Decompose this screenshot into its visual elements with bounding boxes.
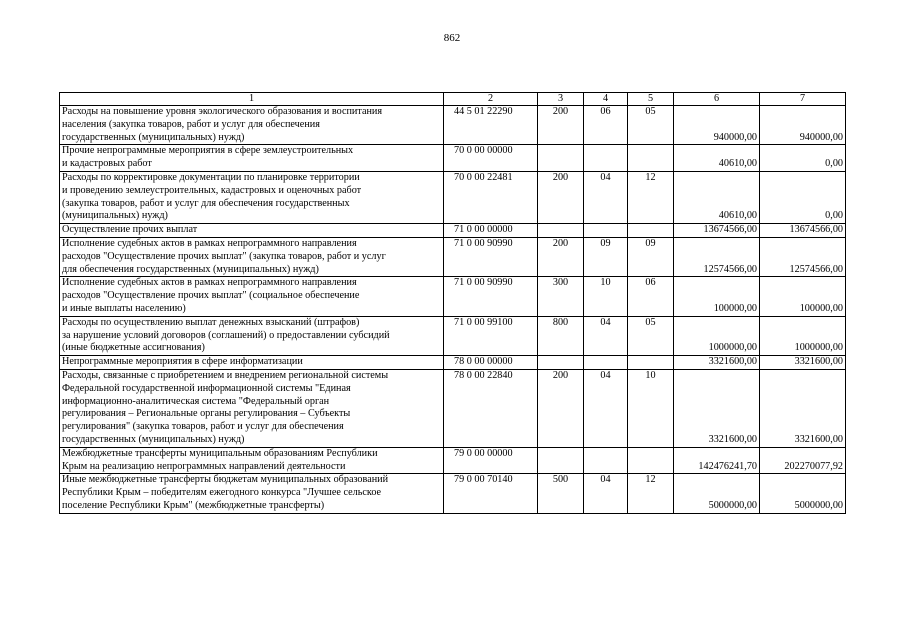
row-description: Расходы по корректировке документации по планировке территории и проведению землеустроительных, кадастровых и оценочных работ (закупка товаров, работ и услуг для обеспечения государственных (муниципальных) нужд) <box>60 171 444 223</box>
subsection-code <box>628 447 674 474</box>
row-description: Прочие непрограммные мероприятия в сфере землеустроительных и кадастровых работ <box>60 145 444 172</box>
expense-type <box>538 447 584 474</box>
amount-col7: 13674566,00 <box>760 224 846 238</box>
row-description: Расходы на повышение уровня экологического образования и воспитания населения (закупка товаров, работ и услуг для обеспечения государственных (муниципальных) нужд) <box>60 106 444 145</box>
amount-col7: 1000000,00 <box>760 316 846 355</box>
section-code: 10 <box>584 277 628 316</box>
budget-code: 44 5 01 22290 <box>444 106 538 145</box>
subsection-code <box>628 145 674 172</box>
section-code: 04 <box>584 474 628 513</box>
section-code <box>584 356 628 370</box>
amount-col6: 3321600,00 <box>674 369 760 447</box>
header-cell: 4 <box>584 93 628 106</box>
header-cell: 2 <box>444 93 538 106</box>
row-description: Иные межбюджетные трансферты бюджетам муниципальных образований Республики Крым – победителям ежегодного конкурса "Лучшее сельское поселение Республики Крым" (межбюджетные трансферты) <box>60 474 444 513</box>
row-description: Расходы по осуществлению выплат денежных взысканий (штрафов) за нарушение условий договоров (соглашений) о предоставлении субсидий (иные бюджетные ассигнования) <box>60 316 444 355</box>
amount-col6: 40610,00 <box>674 171 760 223</box>
row-description: Непрограммные мероприятия в сфере информатизации <box>60 356 444 370</box>
subsection-code: 10 <box>628 369 674 447</box>
header-cell: 7 <box>760 93 846 106</box>
budget-code: 71 0 00 90990 <box>444 237 538 276</box>
table-row <box>60 224 846 238</box>
row-description: Исполнение судебных актов в рамках непрограммного направления расходов "Осуществление прочих выплат" (социальное обеспечение и иные выплаты населению) <box>60 277 444 316</box>
amount-col6: 100000,00 <box>674 277 760 316</box>
row-description: Расходы, связанные с приобретением и внедрением региональной системы Федеральной государственной информационной системы "Единая информационно-аналитическая система "Федеральный орган регулирования – Региональные органы регулирования – Субъекты регулирования" (закупка товаров, работ и услуг для обеспечения государственных (муниципальных) нужд) <box>60 369 444 447</box>
amount-col6: 3321600,00 <box>674 356 760 370</box>
amount-col6: 12574566,00 <box>674 237 760 276</box>
row-description: Осуществление прочих выплат <box>60 224 444 238</box>
amount-col7: 3321600,00 <box>760 369 846 447</box>
budget-code: 79 0 00 70140 <box>444 474 538 513</box>
subsection-code: 12 <box>628 171 674 223</box>
expense-type <box>538 224 584 238</box>
amount-col7: 202270077,92 <box>760 447 846 474</box>
amount-col7: 3321600,00 <box>760 356 846 370</box>
table-row <box>60 356 846 370</box>
subsection-code: 06 <box>628 277 674 316</box>
table-row <box>60 474 846 513</box>
expense-type: 200 <box>538 369 584 447</box>
table-row <box>60 277 846 316</box>
page-number: 862 <box>443 32 461 44</box>
table-row <box>60 237 846 276</box>
expense-type: 800 <box>538 316 584 355</box>
expense-type <box>538 145 584 172</box>
row-description: Межбюджетные трансферты муниципальным образованиям Республики Крым на реализацию непрограммных направлений деятельности <box>60 447 444 474</box>
header-cell: 1 <box>60 93 444 106</box>
amount-col7: 0,00 <box>760 145 846 172</box>
header-row <box>60 93 846 106</box>
header-cell: 6 <box>674 93 760 106</box>
expense-type: 300 <box>538 277 584 316</box>
budget-code: 78 0 00 00000 <box>444 356 538 370</box>
amount-col6: 13674566,00 <box>674 224 760 238</box>
amount-col7: 5000000,00 <box>760 474 846 513</box>
table-row <box>60 145 846 172</box>
amount-col6: 142476241,70 <box>674 447 760 474</box>
budget-code: 70 0 00 00000 <box>444 145 538 172</box>
amount-col7: 0,00 <box>760 171 846 223</box>
budget-code: 71 0 00 90990 <box>444 277 538 316</box>
table-row <box>60 316 846 355</box>
expense-type: 500 <box>538 474 584 513</box>
section-code: 04 <box>584 171 628 223</box>
budget-table <box>59 92 846 514</box>
expense-type: 200 <box>538 237 584 276</box>
row-description: Исполнение судебных актов в рамках непрограммного направления расходов "Осуществление прочих выплат" (закупка товаров, работ и услуг для обеспечения государственных (муниципальных) нужд) <box>60 237 444 276</box>
table-row <box>60 106 846 145</box>
header-cell: 5 <box>628 93 674 106</box>
budget-code: 79 0 00 00000 <box>444 447 538 474</box>
amount-col6: 1000000,00 <box>674 316 760 355</box>
amount-col7: 12574566,00 <box>760 237 846 276</box>
table-row <box>60 447 846 474</box>
budget-code: 70 0 00 22481 <box>444 171 538 223</box>
subsection-code <box>628 356 674 370</box>
section-code: 09 <box>584 237 628 276</box>
amount-col7: 100000,00 <box>760 277 846 316</box>
budget-code: 71 0 00 99100 <box>444 316 538 355</box>
section-code: 04 <box>584 369 628 447</box>
subsection-code <box>628 224 674 238</box>
budget-code: 71 0 00 00000 <box>444 224 538 238</box>
expense-type <box>538 356 584 370</box>
section-code: 04 <box>584 316 628 355</box>
amount-col6: 40610,00 <box>674 145 760 172</box>
subsection-code: 05 <box>628 106 674 145</box>
section-code: 06 <box>584 106 628 145</box>
subsection-code: 12 <box>628 474 674 513</box>
section-code <box>584 447 628 474</box>
header-cell: 3 <box>538 93 584 106</box>
section-code <box>584 145 628 172</box>
amount-col6: 5000000,00 <box>674 474 760 513</box>
subsection-code: 09 <box>628 237 674 276</box>
section-code <box>584 224 628 238</box>
table-row <box>60 369 846 447</box>
subsection-code: 05 <box>628 316 674 355</box>
table-row <box>60 171 846 223</box>
expense-type: 200 <box>538 171 584 223</box>
amount-col6: 940000,00 <box>674 106 760 145</box>
budget-code: 78 0 00 22840 <box>444 369 538 447</box>
expense-type: 200 <box>538 106 584 145</box>
amount-col7: 940000,00 <box>760 106 846 145</box>
